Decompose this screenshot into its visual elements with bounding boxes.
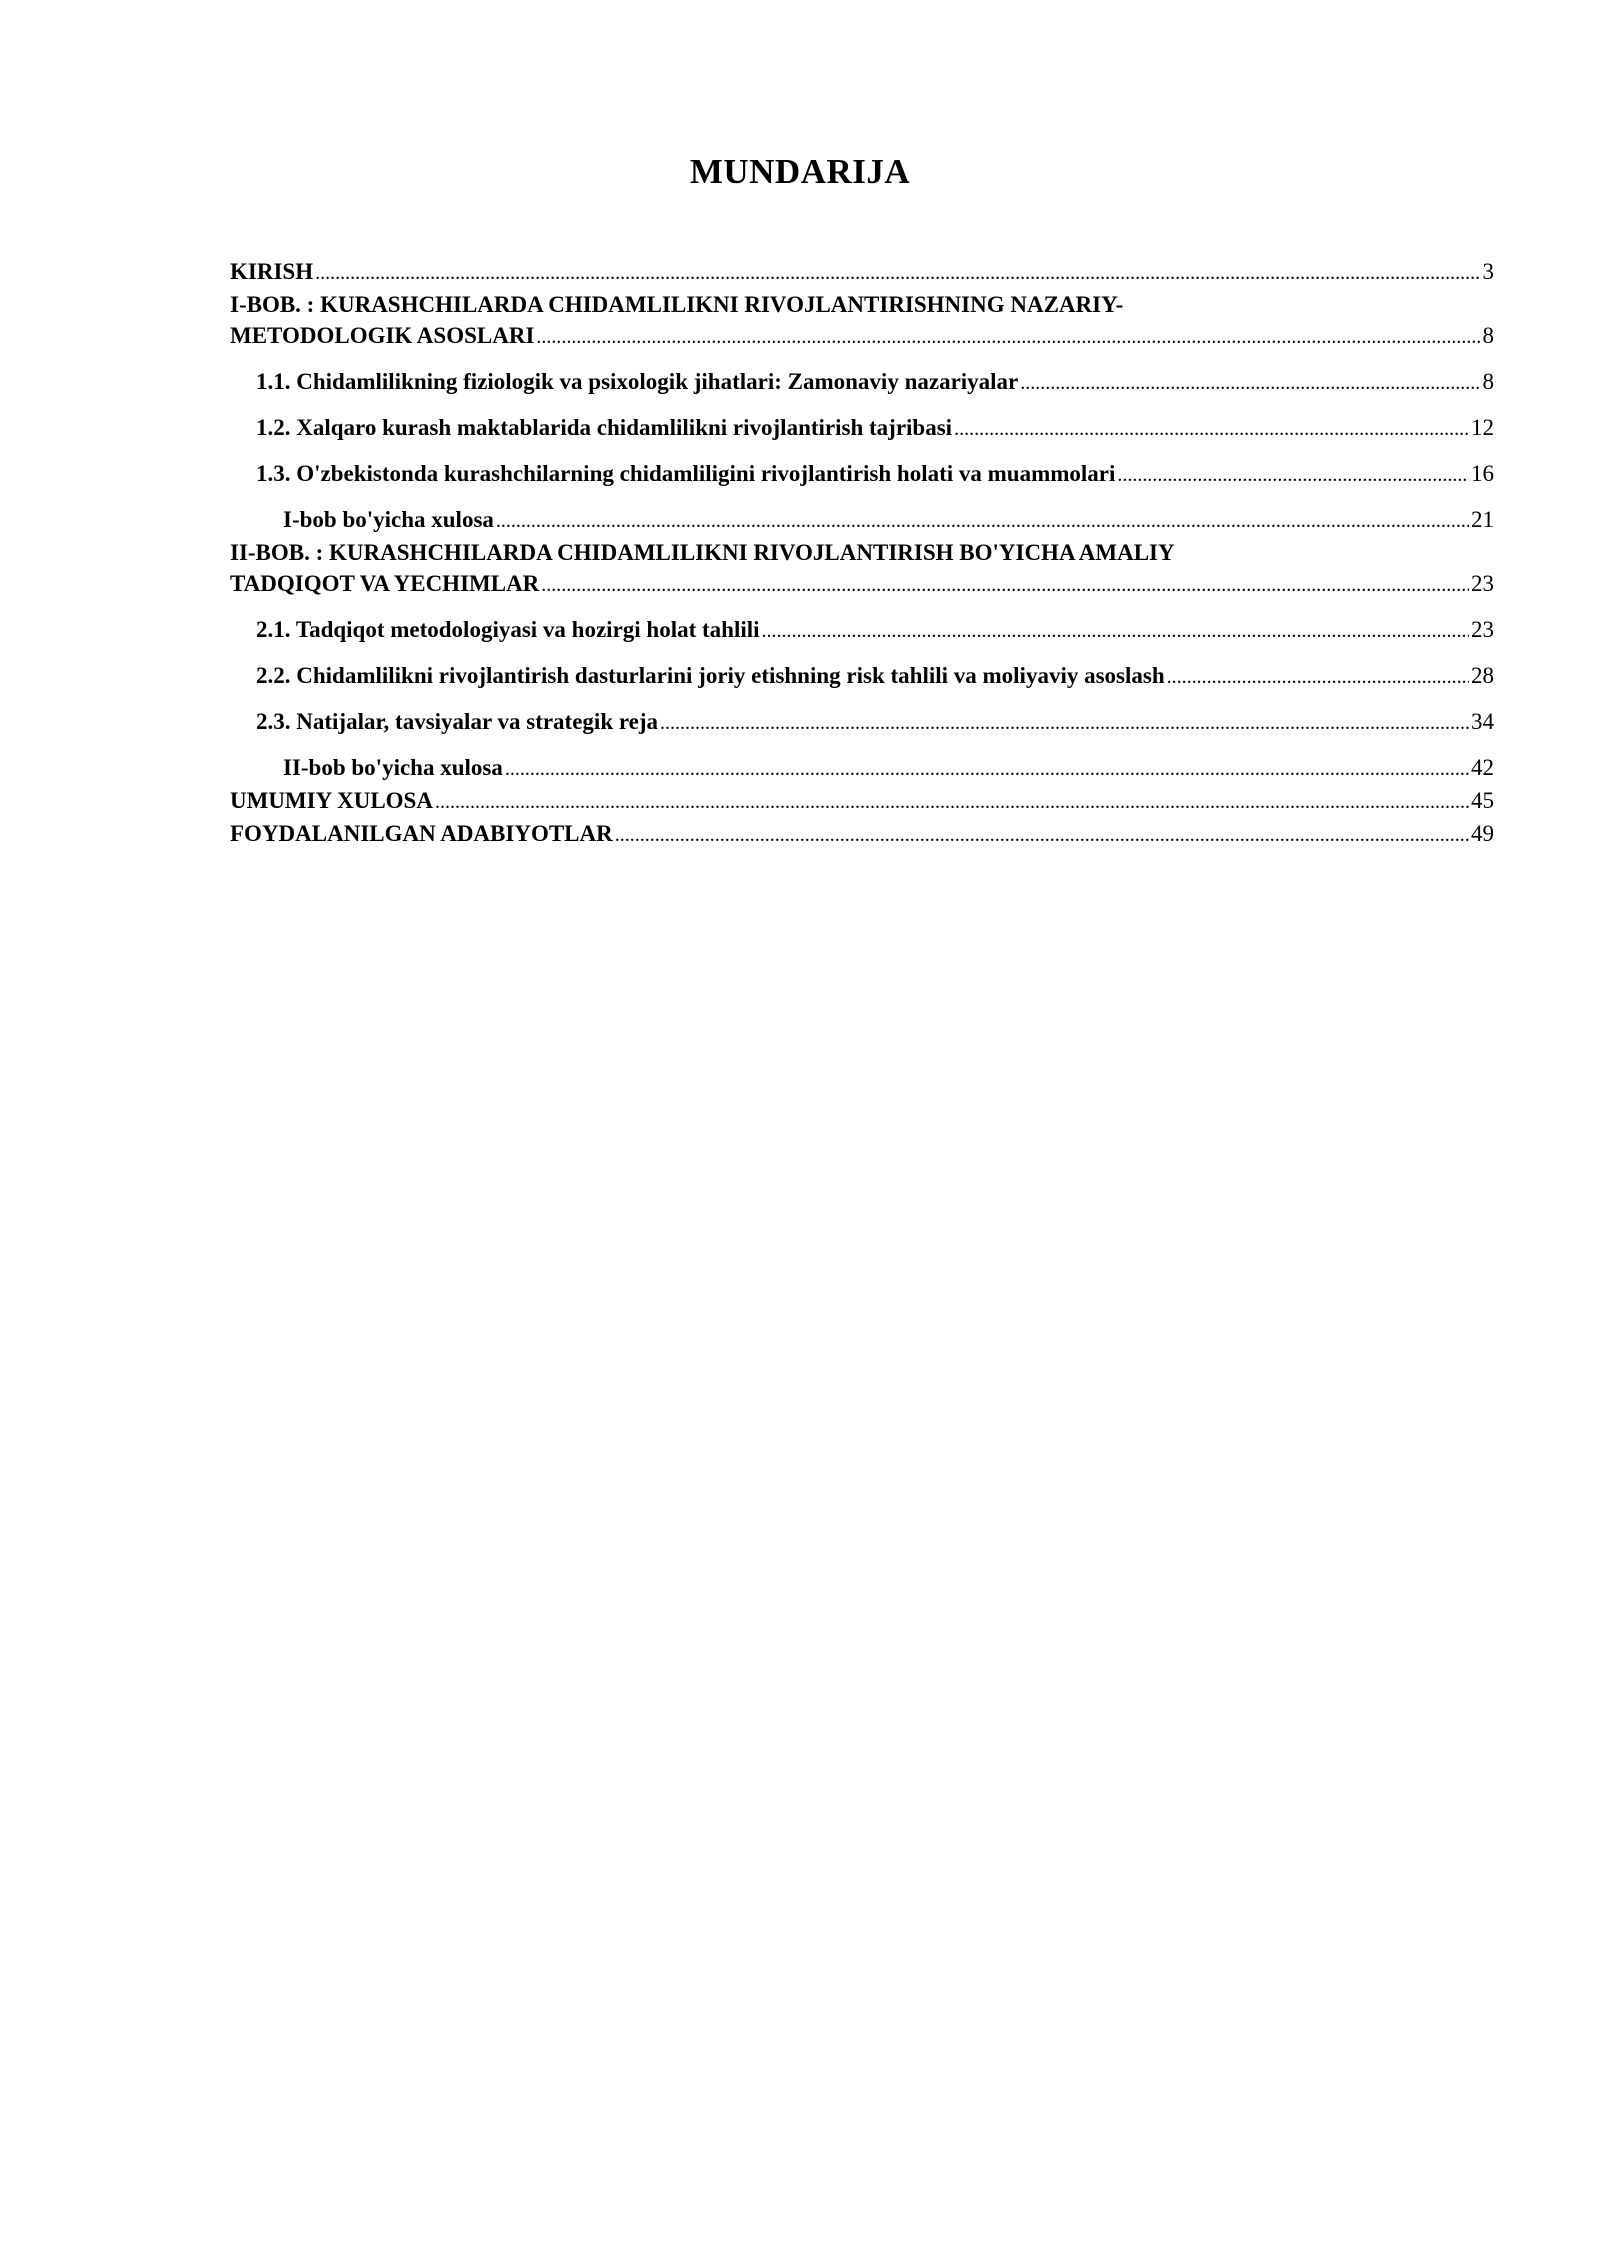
dot-leader (1167, 660, 1469, 693)
toc-entry-label-continued: METODOLOGIK ASOSLARI (230, 323, 535, 348)
toc-entry-chapter-2-conclusion[interactable] (230, 752, 1494, 785)
dot-leader (505, 752, 1469, 785)
toc-page-number: 12 (1471, 415, 1494, 440)
toc-page-number: 42 (1471, 755, 1494, 780)
toc-page-number: 28 (1471, 663, 1494, 688)
toc-entry-chapter-1[interactable] (230, 289, 1494, 353)
toc-entry-label: 1.1. Chidamlilikning fiziologik va psixologik jihatlari: Zamonaviy nazariyalar (256, 369, 1019, 394)
toc-entry-label: KIRISH (230, 259, 314, 284)
dot-leader (660, 706, 1469, 739)
toc-entry-section-2-2[interactable] (230, 660, 1494, 693)
toc-entry-general-conclusion[interactable] (230, 785, 1494, 818)
toc-entry-label: UMUMIY XULOSA (230, 788, 433, 813)
toc-entry-label: 2.2. Chidamlilikni rivojlantirish dasturlarini joriy etishning risk tahlili va moliyaviy asoslash (256, 663, 1165, 688)
toc-page-number: 8 (1482, 369, 1494, 394)
toc-entry-kirish[interactable] (230, 256, 1494, 289)
toc-page-number: 45 (1471, 788, 1494, 813)
toc-page-number: 23 (1471, 617, 1494, 642)
toc-entry-label: I-bob bo'yicha xulosa (283, 507, 494, 532)
dot-leader (315, 256, 1480, 289)
dot-leader (1117, 458, 1469, 491)
toc-entry-references[interactable] (230, 818, 1494, 851)
toc-entry-chapter-2[interactable] (230, 537, 1494, 601)
toc-entry-section-2-1[interactable] (230, 614, 1494, 647)
toc-page-number: 21 (1471, 507, 1494, 532)
dot-leader (536, 320, 1480, 353)
dot-leader (615, 818, 1469, 851)
toc-entry-label: II-BOB. : KURASHCHILARDA CHIDAMLILIKNI RIVOJLANTIRISH BO'YICHA AMALIY (230, 540, 1175, 565)
page-title: MUNDARIJA (689, 152, 911, 191)
toc-entry-label: 2.3. Natijalar, tavsiyalar va strategik reja (256, 709, 659, 734)
toc-entry-label: FOYDALANILGAN ADABIYOTLAR (230, 821, 613, 846)
toc-entry-section-1-3[interactable] (230, 458, 1494, 491)
toc-entry-section-1-1[interactable] (230, 366, 1494, 399)
toc-entry-label: 1.3. O'zbekistonda kurashchilarning chidamliligini rivojlantirish holati va muammolari (256, 461, 1116, 486)
dot-leader (496, 504, 1469, 537)
toc-entry-label: 1.2. Xalqaro kurash maktablarida chidamlilikni rivojlantirish tajribasi (256, 415, 953, 440)
toc-entry-section-1-2[interactable] (230, 412, 1494, 445)
toc-entry-chapter-1-conclusion[interactable] (230, 504, 1494, 537)
dot-leader (541, 568, 1469, 601)
dot-leader (762, 614, 1469, 647)
toc-page-number: 49 (1471, 821, 1494, 846)
toc-entry-label-continued: TADQIQOT VA YECHIMLAR (230, 571, 540, 596)
toc-page-number: 3 (1482, 259, 1494, 284)
toc-page-number: 34 (1471, 709, 1494, 734)
toc-entry-section-2-3[interactable] (230, 706, 1494, 739)
toc-page-number: 8 (1482, 323, 1494, 348)
dot-leader (954, 412, 1469, 445)
toc-entry-label: I-BOB. : KURASHCHILARDA CHIDAMLILIKNI RIVOJLANTIRISHNING NAZARIY- (230, 292, 1124, 317)
dot-leader (1020, 366, 1480, 399)
table-of-contents (230, 256, 1494, 851)
toc-page-number: 16 (1471, 461, 1494, 486)
toc-page-number: 23 (1471, 571, 1494, 596)
toc-entry-label: 2.1. Tadqiqot metodologiyasi va hozirgi holat tahlili (256, 617, 760, 642)
dot-leader (435, 785, 1469, 818)
toc-entry-label: II-bob bo'yicha xulosa (283, 755, 503, 780)
